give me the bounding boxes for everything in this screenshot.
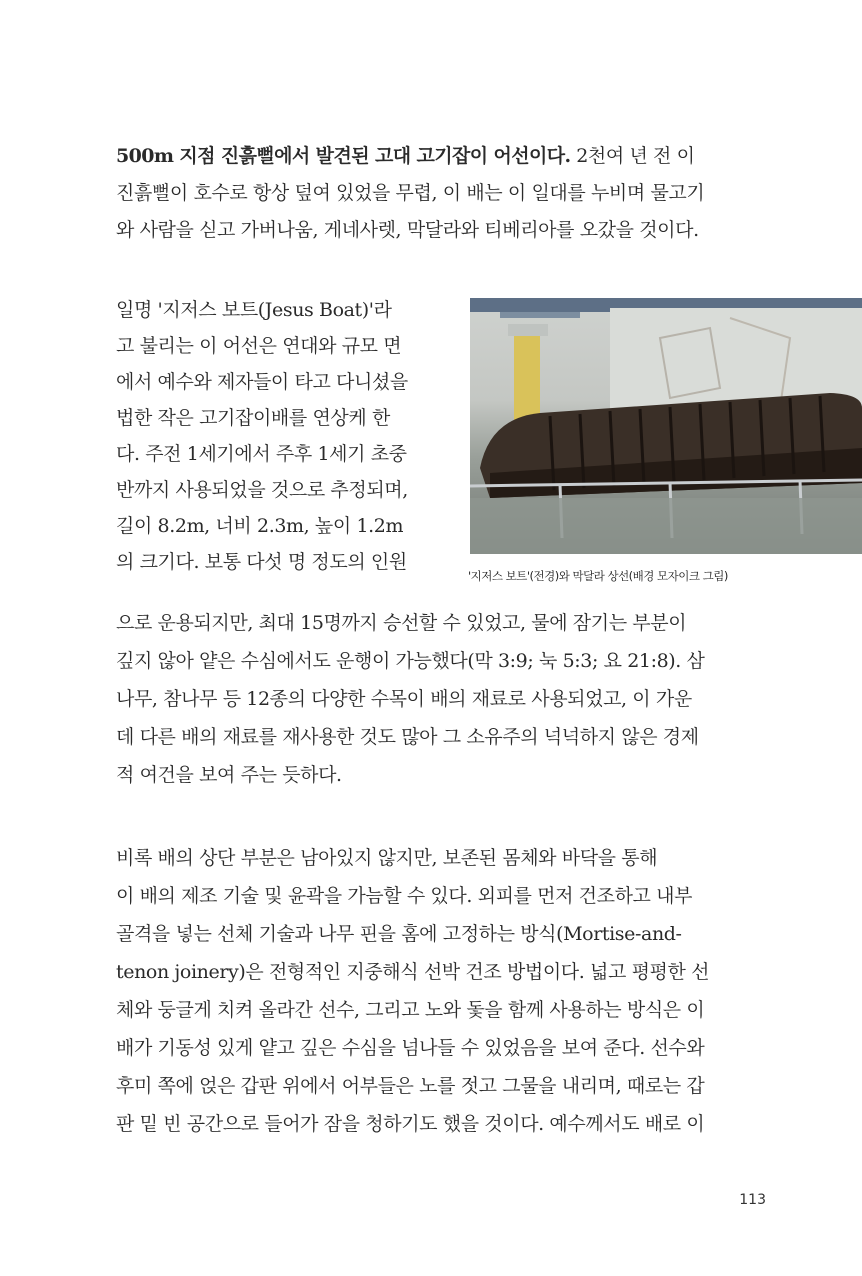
paragraph-3-line: 판 밑 빈 공간으로 들어가 잠을 청하기도 했을 것이다. 예수께서도 배로 이	[116, 1113, 705, 1135]
boat-illustration	[470, 298, 862, 554]
paragraph-3-line: 체와 둥글게 치켜 올라간 선수, 그리고 노와 돛을 함께 사용하는 방식은 이	[116, 999, 705, 1021]
paragraph-2-line: 데 다른 배의 재료를 재사용한 것도 많아 그 소유주의 넉넉하지 않은 경제	[116, 726, 699, 748]
paragraph-2-line: 고 불리는 이 어선은 연대와 규모 면	[116, 335, 402, 357]
paragraph-2-line: 일명 '지저스 보트(Jesus Boat)'라	[116, 299, 392, 321]
photo-caption: '지저스 보트'(전경)와 막달라 상선(배경 모자이크 그림)	[468, 569, 728, 583]
paragraph-2-line: 에서 예수와 제자들이 타고 다니셨을	[116, 371, 408, 393]
paragraph-2-line: 적 여건을 보여 주는 듯하다.	[116, 764, 342, 786]
paragraph-3-line: 배가 기동성 있게 얕고 깊은 수심을 넘나들 수 있었음을 보여 준다. 선수와	[116, 1037, 705, 1059]
paragraph-2-line: 깊지 않아 얕은 수심에서도 운행이 가능했다(막 3:9; 눅 5:3; 요 21:8). 삼	[116, 650, 705, 672]
paragraph-2-line: 의 크기다. 보통 다섯 명 정도의 인원	[116, 551, 407, 573]
paragraph-3-line: 이 배의 제조 기술 및 윤곽을 가늠할 수 있다. 외피를 먼저 건조하고 내부	[116, 885, 693, 907]
page-number: 113	[739, 1192, 766, 1208]
paragraph-2-line: 으로 운용되지만, 최대 15명까지 승선할 수 있었고, 물에 잠기는 부분이	[116, 612, 687, 634]
bold-lead-text: 500m 지점 진흙뻘에서 발견된 고대 고기잡이 어선이다.	[116, 145, 571, 167]
paragraph-3-line: 후미 쪽에 얹은 갑판 위에서 어부들은 노를 젓고 그물을 내리며, 때로는 갑	[116, 1075, 705, 1097]
paragraph-2-line: 나무, 참나무 등 12종의 다양한 수목이 배의 재료로 사용되었고, 이 가운	[116, 688, 692, 710]
paragraph-1-line-1	[116, 144, 695, 168]
paragraph-1-line-3: 와 사람을 싣고 가버나움, 게네사렛, 막달라와 티베리아를 오갔을 것이다.	[116, 219, 699, 241]
paragraph-2-line: 법한 작은 고기잡이배를 연상케 한	[116, 407, 390, 429]
paragraph-2-line: 다. 주전 1세기에서 주후 1세기 초중	[116, 443, 407, 465]
paragraph-3-line: tenon joinery)은 전형적인 지중해식 선박 건조 방법이다. 넓고 평평한 선	[116, 961, 710, 983]
line-rest-text: 2천여 년 전 이	[570, 145, 695, 167]
paragraph-3-line: 비록 배의 상단 부분은 남아있지 않지만, 보존된 몸체와 바닥을 통해	[116, 847, 658, 869]
jesus-boat-photo	[470, 298, 862, 554]
paragraph-2-line: 길이 8.2m, 너비 2.3m, 높이 1.2m	[116, 515, 404, 537]
paragraph-3-line: 골격을 넣는 선체 기술과 나무 핀을 홈에 고정하는 방식(Mortise-and-	[116, 923, 682, 945]
paragraph-1-line-2: 진흙뻘이 호수로 항상 덮여 있었을 무렵, 이 배는 이 일대를 누비며 물고기	[116, 182, 705, 204]
paragraph-2-line: 반까지 사용되었을 것으로 추정되며,	[116, 479, 408, 501]
